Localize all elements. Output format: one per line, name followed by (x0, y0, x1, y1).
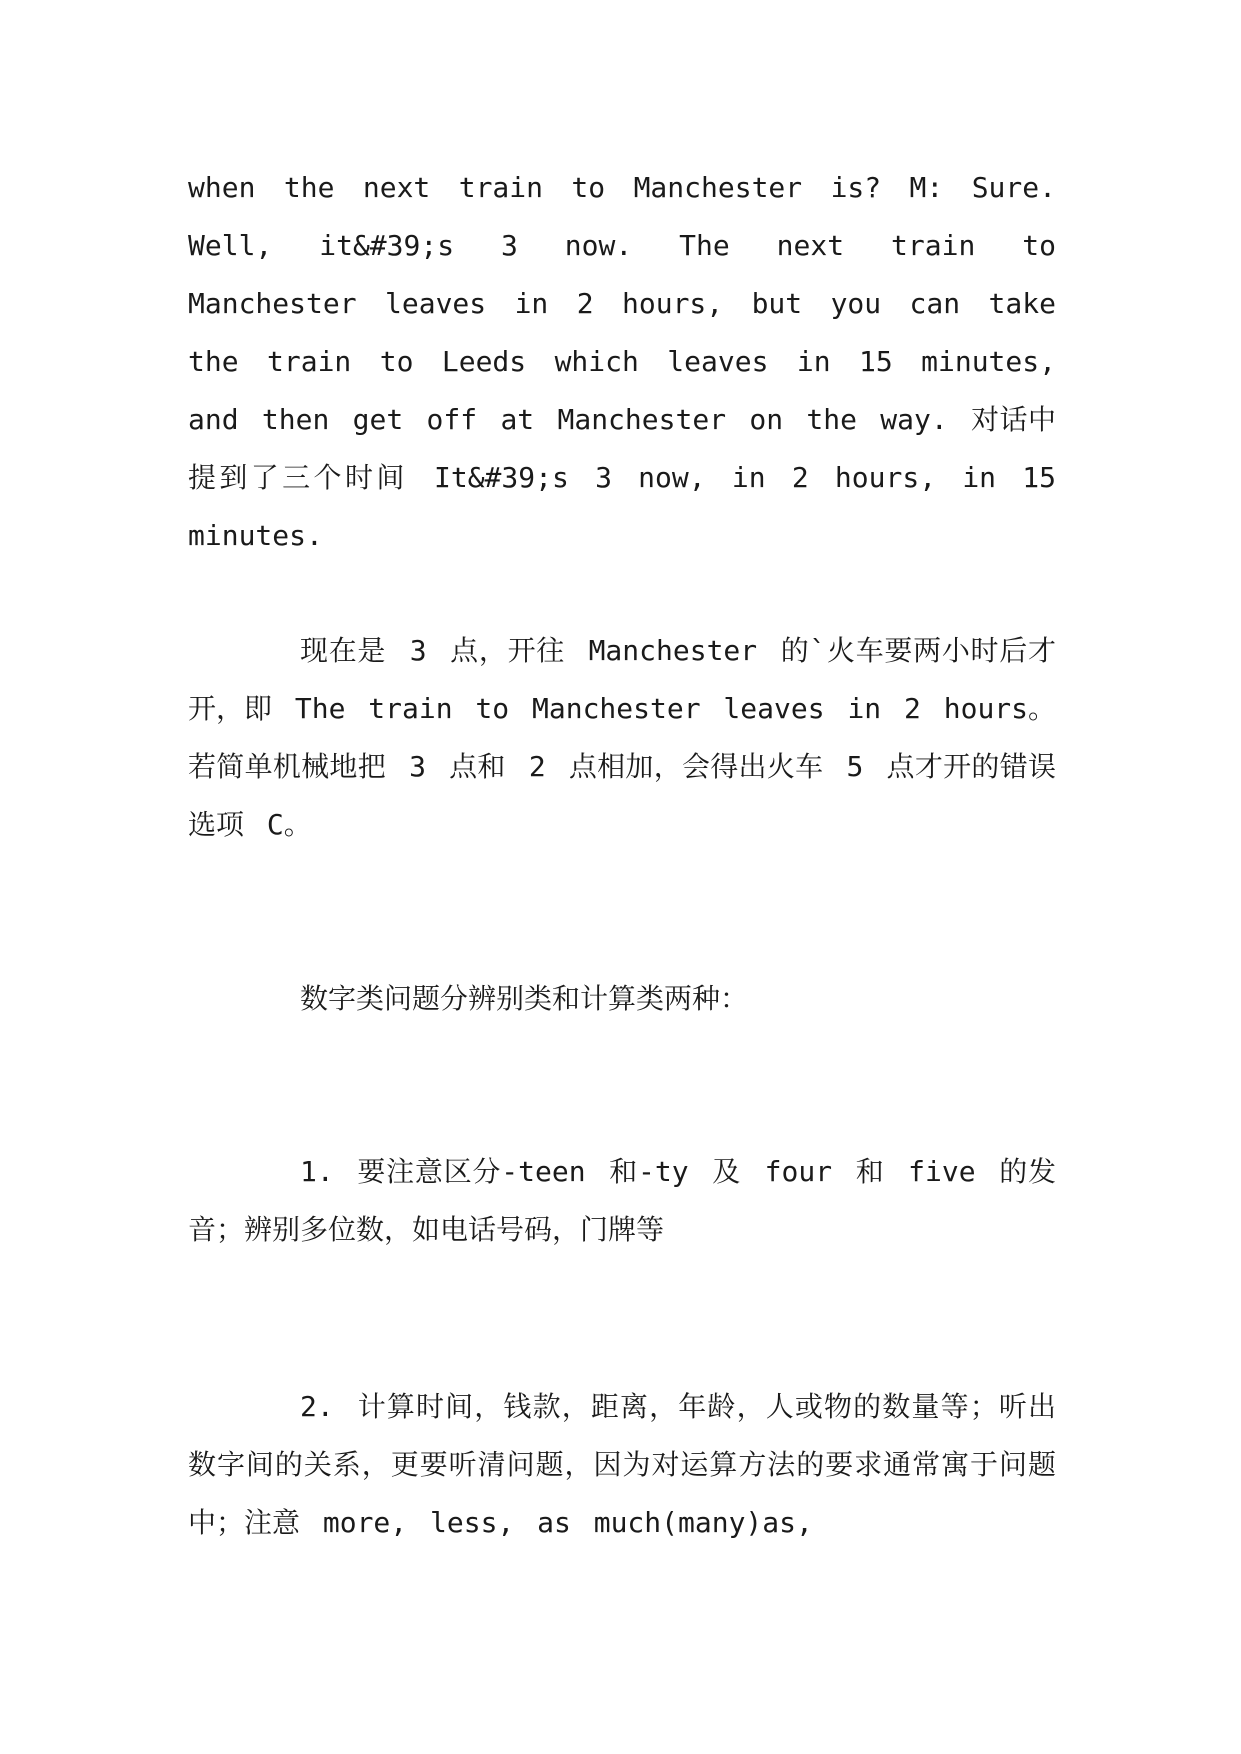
paragraph-tip-2: 2. 计算时间，钱款，距离，年龄，人或物的数量等；听出数字间的关系，更要听清问题，因为对运算方法的要求通常寓于问题中；注意 more, less, as much(many)as, (188, 1390, 1056, 1539)
paragraph-number-question-types: 数字类问题分辨别类和计算类两种： (300, 982, 749, 1015)
paragraph-dialogue-continuation: when the next train to Manchester is? M: Sure. Well, it&#39;s 3 now. The next train to Manchester leaves in 2 hours, but you can take the train to Leeds which leaves in 15 minutes, and then get off at Manchester on the way. 对话中提到了三个时间 It&#39;s 3 now, in 2 hours, in 15 minutes. (188, 171, 1056, 552)
paragraph-tip-1: 1. 要注意区分-teen 和-ty 及 four 和 five 的发音；辨别多位数，如电话号码，门牌等 (188, 1155, 1056, 1246)
paragraph-time-explanation: 现在是 3 点，开往 Manchester 的`火车要两小时后才开，即 The train to Manchester leaves in 2 hours。若简单机械地把 3 点和 2 点相加，会得出火车 5 点才开的错误选项 C。 (188, 634, 1057, 841)
